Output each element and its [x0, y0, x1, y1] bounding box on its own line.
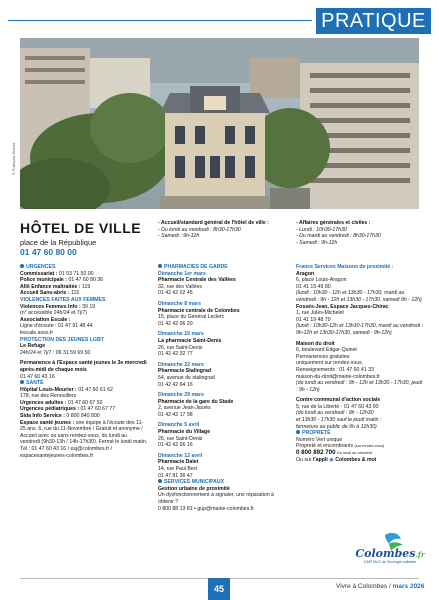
sida-value: 0 800 840 800: [64, 413, 100, 420]
services-contact[interactable]: 0 800 88 13 81 • gup@mairie-colombes.fr: [158, 505, 254, 512]
proprete-phone-line: [296, 450, 424, 457]
ua-label: Urgences adultes :: [20, 399, 67, 406]
permanence-text: Permanence à l'Espace santé jeunes le 3e mercredi après-midi de chaque mois: [20, 360, 147, 373]
urgences-pediatriques: [20, 406, 148, 413]
sida-info: [20, 413, 148, 420]
urgence-item: [20, 271, 148, 278]
violences-item: [20, 304, 148, 311]
ccas-hours: et 13h30 - 17h30 sauf le jeudi matin :: [296, 417, 382, 424]
logo-name-text: Colombes: [355, 547, 416, 560]
up-value: 01 47 60 67 77: [79, 406, 116, 413]
ccas-hours: (du lundi au vendredi : 9h - 12h30: [296, 410, 374, 417]
hopital-value: 01 47 60 61 62: [76, 386, 113, 393]
fosses-hours: (lundi : 10h30-12h et 13h30-17h30, mardi au vendredi : 9h-12h et 13h30-17h30, samedi : 9h-12h): [296, 323, 423, 336]
fosses-label: Fossés-Jean, Espace Jacques-Chirac: [296, 303, 389, 310]
pharmacy-entry: [158, 362, 288, 388]
espace-sante-jeunes: [20, 420, 148, 460]
droit-line: Renseignements : 01 47 60 41 33: [296, 366, 374, 373]
bullet-icon: [20, 380, 24, 384]
association-label: Association Escale :: [20, 316, 71, 323]
violences-value: 39 19: [80, 303, 96, 310]
aragon-phone: 01 41 19 49 80: [296, 283, 331, 290]
app-icon: ◉: [329, 456, 334, 463]
town-hall-photo: [20, 38, 419, 209]
droit-hours: (du lundi au vendredi : 9h - 12h et 13h30 - 17h30, jeudi : 9h - 12h): [296, 380, 423, 393]
sante-heading: [20, 380, 148, 387]
ccas-label: Contre communal d'action sociale: [296, 397, 381, 404]
urgence-value: 119: [80, 283, 91, 290]
pharmacy-phone: 01 42 42 32 77: [158, 351, 193, 358]
services-heading: [158, 479, 288, 486]
droit-line: Permanences gratuites: [296, 353, 350, 360]
droit-label: Maison du droit: [296, 340, 335, 347]
services-text: Un dysfonctionnement à signaler, une réparation à obtenir ?: [158, 492, 274, 505]
pharmacy-name: Pharmacie Centrale des Vallées: [158, 277, 236, 284]
permanence-phone: 01 47 60 43 16: [20, 373, 55, 380]
urgences-heading: [20, 264, 148, 271]
association-line: Ligne d'écoute : 01 47 91 48 44: [20, 323, 93, 330]
bullet-icon: [158, 479, 162, 483]
section-banner: PRATIQUE: [316, 8, 431, 34]
title-rule: [8, 20, 312, 21]
proprete-line: Numéro Vert unique: [296, 436, 343, 443]
urgence-value: 01 53 71 50 00: [57, 270, 94, 277]
accueil-title: - Accueil/standard général de l'hôtel de ville :: [158, 220, 269, 226]
services-heading-label: SERVICES MUNICIPAUX: [164, 479, 225, 486]
accueil-line-1: - Du lundi au vendredi : 8h30-17h30: [158, 226, 241, 233]
logo-tagline: CAPITALE de l'écologie solidaire: [363, 560, 417, 564]
column-urgences: [20, 264, 148, 459]
pharmacy-phone: 01 42 42 06 20: [158, 320, 193, 327]
aragon-address: 6, place Louis-Aragon: [296, 277, 347, 284]
town-hall-illustration: [20, 38, 419, 209]
association-link[interactable]: lescale.asso.fr: [20, 329, 54, 336]
bullet-icon: [158, 264, 162, 268]
pharmacies-heading: [158, 264, 288, 271]
pharmacy-address: 2, avenue Jean-Jaurès: [158, 405, 211, 412]
bullet-icon: [296, 430, 300, 434]
affaires-line-2: - Du mardi au vendredi : 8h30-17h30: [296, 233, 381, 240]
pharmacy-name: Pharmacie du Village: [158, 429, 211, 436]
pharmacy-name: Pharmacie Dalet: [158, 459, 199, 466]
ccas-hours: fermeture au public de 9h à 12h30): [296, 423, 377, 430]
pharmacy-phone: 01 42 42 02 45: [158, 290, 193, 297]
violences-note: (n° accessible 24h/24 et 7j/7): [20, 310, 87, 317]
ua-value: 01 47 60 67 50: [66, 399, 103, 406]
proprete-heading-label: PROPRETÉ: [302, 430, 331, 437]
pharmacy-phone: 01 42 42 06 16: [158, 442, 193, 449]
urgence-label: Commissariat :: [20, 270, 58, 277]
town-hall-phone: 01 47 60 80 00: [20, 247, 77, 257]
pharmacy-date: Dimanche 29 mars: [158, 392, 204, 399]
proprete-phone: 0 800 892 700: [296, 449, 336, 457]
urgence-label: Accueil Sans-abris :: [20, 290, 70, 297]
pharmacy-entry: [158, 392, 288, 418]
sida-label: Sida Info Service :: [20, 413, 65, 420]
violences-heading: VIOLENCES FAITES AUX FEMMES: [20, 296, 106, 303]
lgbt-heading: PROTECTION DES JEUNES LGBT: [20, 336, 104, 343]
refuge-label: Le Refuge: [20, 343, 46, 350]
pharmacy-name: La pharmacie Saint-Denis: [158, 337, 222, 344]
proprete-or: Ou sur: [296, 456, 312, 463]
footer-magazine-name: Vivre à Colombes /: [336, 583, 393, 590]
proprete-app-line: [296, 457, 424, 464]
sante-heading-label: SANTÉ: [26, 380, 44, 387]
pharmacy-entry: [158, 301, 288, 327]
urgences-heading-label: URGENCES: [26, 264, 56, 270]
urgences-adultes: [20, 400, 148, 407]
hopital-label: Hôpital Louis-Mourier :: [20, 386, 77, 393]
town-hall-address: place de la République: [20, 238, 97, 247]
pharmacy-date: Dimanche 12 avril: [158, 452, 203, 459]
pharmacy-date: Dimanche 5 avril: [158, 422, 200, 429]
pharmacy-phone: 01 42 42 17 98: [158, 411, 193, 418]
urgence-item: [20, 277, 148, 284]
droit-email[interactable]: maison-du-droit@mairie-colombes.fr: [296, 373, 380, 380]
urgence-value: 01 47 60 80 36: [67, 277, 104, 284]
footer-magazine: [336, 583, 424, 590]
column-services: [296, 264, 424, 463]
urgence-item: [20, 290, 148, 297]
photo-credit: © François Ducrot: [11, 142, 16, 175]
pharmacy-date: Dimanche 1er mars: [158, 270, 206, 277]
pharmacy-address: 26, rue Saint-Denis: [158, 344, 203, 351]
footer-issue: mars 2026: [392, 583, 425, 590]
urgence-item: [20, 284, 148, 291]
urgence-label: Police municipale :: [20, 277, 67, 284]
proprete-small: (sur rendez-vous): [354, 444, 385, 449]
affaires-line-3: - Samedi : 9h-12h: [296, 239, 338, 246]
accueil-hours: [158, 220, 288, 240]
pharmacy-address: 32, rue des Vallées: [158, 283, 203, 290]
pharmacy-date: Dimanche 8 mars: [158, 300, 201, 307]
pharmacy-name: Pharmacie centrale de Colombes: [158, 307, 240, 314]
violences-label: Violences Femmes Info :: [20, 303, 81, 310]
pharmacies-heading-label: PHARMACIES DE GARDE: [164, 264, 228, 270]
up-label: Urgences pédiatriques :: [20, 406, 80, 413]
pharmacy-name: Pharmacie de la gare du Stade: [158, 398, 234, 405]
pharmacy-entry: [158, 453, 288, 479]
accueil-line-2: - Samedi : 9h-12h: [158, 233, 200, 240]
pharmacy-name: Pharmacie Stalingrad: [158, 368, 212, 375]
logo-name: [355, 547, 425, 560]
page-number: 45: [208, 578, 230, 600]
proprete-text: Propreté et encombrants: [296, 443, 354, 450]
colombes-logo: [355, 531, 425, 567]
pharmacy-phone: 01 42 42 64 16: [158, 381, 193, 388]
pharmacy-address: 26, rue Saint-Denis: [158, 435, 203, 442]
pharmacy-entry: [158, 271, 288, 297]
aragon-hours: (lundi : 10h30 - 12h et 13h30 - 17h30, mardi au vendredi : 9h - 12h et 13h30 - 17h30, samedi 9h - 12h): [296, 290, 422, 303]
pharmacy-phone: 01 47 81 36 47: [158, 472, 193, 479]
affaires-line-1: - Lundi : 10h30-17h30: [296, 226, 347, 233]
pharmacy-entry: [158, 422, 288, 448]
pharmacy-address: 54, avenue de stalingrad: [158, 374, 215, 381]
refuge-line: 24h/24 et 7j/7 : 06 31 59 69 50: [20, 349, 91, 356]
droit-line: 6, boulevard Edgar-Quinet: [296, 347, 357, 354]
ccas-address: 5, rue de la Liberté - 01 47 60 43 90: [296, 403, 379, 410]
town-hall-title: HÔTEL DE VILLE: [20, 220, 142, 236]
urgence-label: Allô Enfance maltraitée :: [20, 283, 81, 290]
hopital-address: 178, rue des Renouillers: [20, 393, 77, 400]
aragon-label: Aragon: [296, 270, 315, 277]
fosses-phone: 01 41 19 48 70: [296, 316, 331, 323]
proprete-heading: [296, 430, 424, 437]
pharmacy-entry: [158, 331, 288, 357]
proprete-small2: Du lundi au vendredi: [337, 451, 372, 456]
urgence-value: 115: [69, 290, 80, 297]
services-label: Gestion urbaine de proximité: [158, 485, 230, 492]
hopital-item: [20, 387, 148, 394]
france-services-heading: France Services Maisons de proximité :: [296, 264, 394, 270]
column-pharmacies: [158, 264, 288, 512]
esj-label: Espace santé jeunes :: [20, 419, 75, 426]
bullet-icon: [20, 264, 24, 268]
proprete-app-name[interactable]: Colombes & moi: [335, 456, 377, 463]
pharmacy-date: Dimanche 22 mars: [158, 361, 204, 368]
logo-suffix: .fr: [415, 550, 425, 559]
affaires-title: - Affaires générales et civiles :: [296, 220, 371, 226]
affaires-hours: [296, 220, 421, 246]
fosses-address: 1, rue Jules-Michelet: [296, 310, 344, 317]
esj-text: une équipe à l'écoute des 11-25 ans. 6, rue du 11-Novembre / Gratuit et anonyme / Accueil avec ou sans rendez-vous, du lundi au vendredi (9h30-13h / 14h-17h30). Fermé le lundi matin. Tél : 01 47 60 43 16 / esj@colombes.fr / espacesantejeunes-colombes.fr: [20, 419, 148, 459]
pharmacy-date: Dimanche 15 mars: [158, 331, 204, 338]
pharmacy-address: 14, rue Paul Bert: [158, 466, 197, 473]
pharmacy-address: 15, place du Général Leclerc: [158, 314, 225, 321]
droit-line: uniquement sur rendez-vous.: [296, 360, 364, 367]
proprete-app: l'appli: [313, 456, 328, 463]
